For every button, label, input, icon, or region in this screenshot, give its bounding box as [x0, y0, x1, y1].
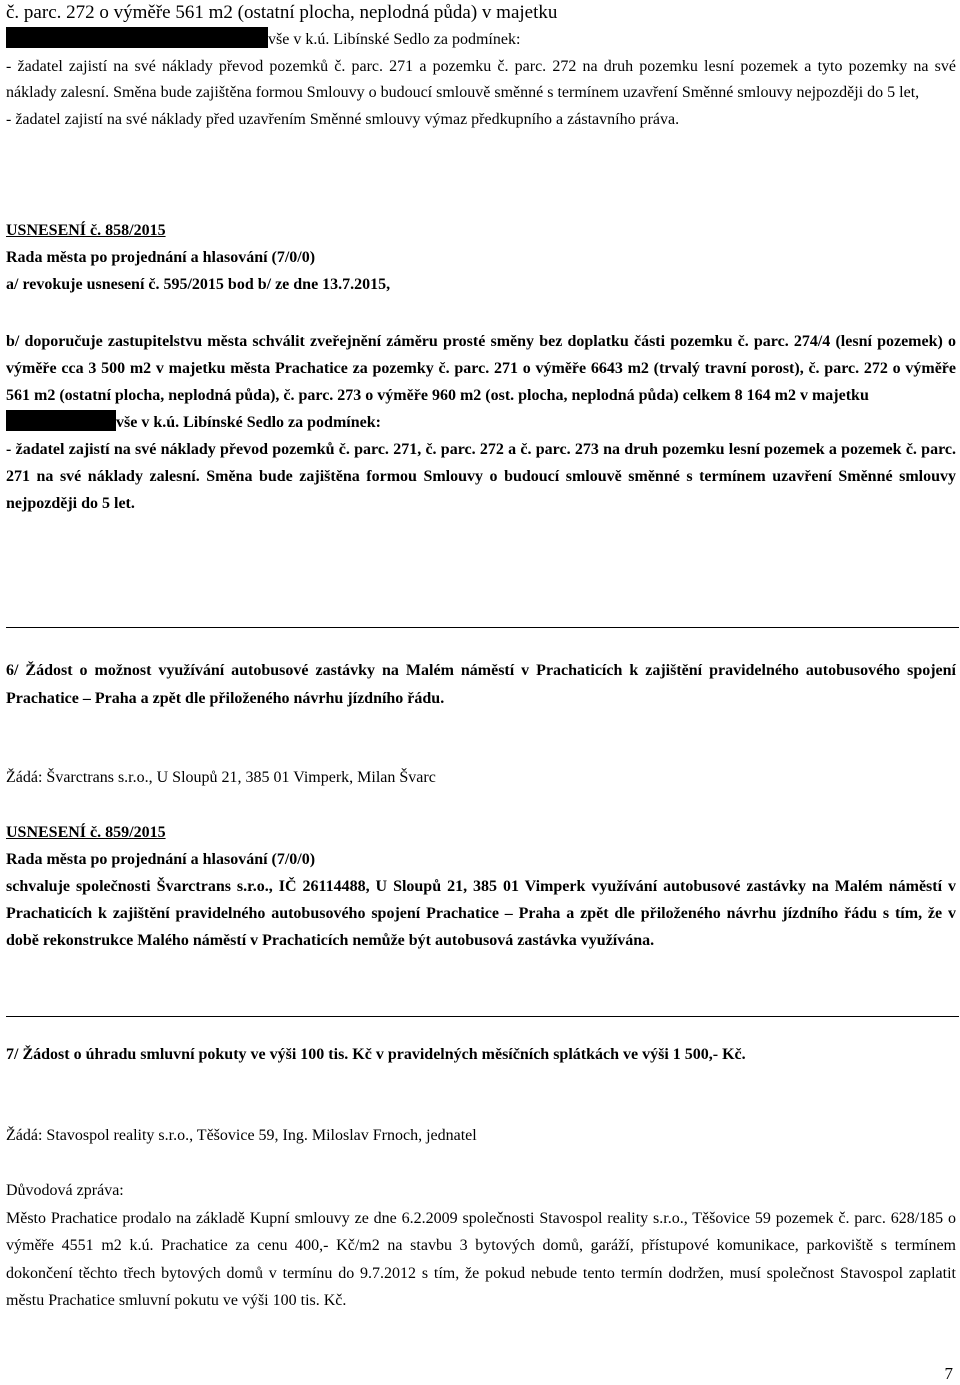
- item-7-title: 7/ Žádost o úhradu smluvní pokuty ve výši 100 tis. Kč v pravidelných měsíčních splátkách ve výši 1 500,- Kč.: [6, 1046, 746, 1063]
- resolution-859: [6, 819, 956, 954]
- resolution-858-b-line: [6, 409, 956, 436]
- resolution-858: [6, 217, 956, 298]
- resolution-858-point-a: a/ revokuje usnesení č. 595/2015 bod b/ ze dne 13.7.2015,: [6, 276, 391, 293]
- item-6-applicant: Žádá: Švarctrans s.r.o., U Sloupů 21, 385 01 Vimperk, Milan Švarc: [6, 769, 436, 786]
- resolution-858-point-b: [6, 328, 956, 517]
- item-6-applicant-block: [6, 764, 956, 791]
- resolution-858-b-condition: - žadatel zajistí na své náklady převod pozemků č. parc. 271, č. parc. 272 a č. parc. 273 na druh pozemku lesní pozemek a pozemek č. parc. 271 na své náklady zalesní. Směna bude zajištěna formou Smlouvy o budoucí smlouvě směnné s termínem uzavření Směnné smlouvy nejpozději do 5 let.: [6, 441, 956, 512]
- intro-condition-1: - žadatel zajistí na své náklady převod pozemků č. parc. 271 a pozemku č. parc. 272 na druh pozemku lesní pozemek a tyto pozemky na své náklady zalesní. Směna bude zajištěna formou Smlouvy o budoucí smlouvě směnné s termínem uzavření Směnné smlouvy nejpozději do 5 let,: [6, 57, 956, 102]
- resolution-859-title: USNESENÍ č. 859/2015: [6, 824, 166, 841]
- item-7: [6, 1041, 956, 1068]
- item-7-applicant: Žádá: Stavospol reality s.r.o., Těšovice 59, Ing. Miloslav Frnoch, jednatel: [6, 1127, 477, 1144]
- resolution-858-b-line-text: vše v k.ú. Libínské Sedlo za podmínek:: [116, 414, 381, 431]
- intro-line-2-text: vše v k.ú. Libínské Sedlo za podmínek:: [268, 30, 521, 48]
- resolution-858-vote: Rada města po projednání a hlasování (7/0/0): [6, 249, 316, 266]
- item-6: [6, 657, 956, 712]
- redaction-bar: [6, 27, 268, 48]
- divider: [6, 627, 959, 628]
- intro-block: [6, 0, 956, 134]
- reason-label: Důvodová zpráva:: [6, 1182, 124, 1199]
- item-7-reason: [6, 1177, 956, 1315]
- resolution-859-text: schvaluje společnosti Švarctrans s.r.o., IČ 26114488, U Sloupů 21, 385 01 Vimperk využívání autobusové zastávky na Malém náměstí v Prachaticích k zajištění pravidelného autobusového spojení Prachatice – Praha a zpět dle přiloženého návrhu jízdního řádu s tím, že v době rekonstrukce Malého náměstí v Prachaticích nemůže být autobusová zastávka využívána.: [6, 878, 956, 949]
- redaction-bar: [6, 410, 116, 431]
- item-7-applicant-block: [6, 1122, 956, 1149]
- intro-condition-2: - žadatel zajistí na své náklady před uzavřením Směnné smlouvy výmaz předkupního a zástavního práva.: [6, 111, 680, 129]
- resolution-859-vote: Rada města po projednání a hlasování (7/0/0): [6, 851, 316, 868]
- divider: [6, 1016, 959, 1017]
- resolution-858-b-text: b/ doporučuje zastupitelstvu města schválit zveřejnění záměru prosté směny bez doplatku části pozemku č. parc. 274/4 (lesní pozemek) o výměře cca 3 500 m2 v majetku města Prachatice za pozemky č. parc. 271 o výměře 6643 m2 (trvalý travní porost), č. parc. 272 o výměře 561 m2 (ostatní plocha, neplodná půda), č. parc. 273 o výměře 960 m2 (ost. plocha, neplodná půda) celkem 8 164 m2 v majetku: [6, 333, 956, 404]
- reason-text: Město Prachatice prodalo na základě Kupní smlouvy ze dne 6.2.2009 společnosti Stavospol reality s.r.o., Těšovice 59 pozemek č. parc. 628/185 o výměře 4551 m2 k.ú. Prachatice za cenu 400,- Kč/m2 na stavbu 3 bytových domů, garáží, přístupové komunikace, parkoviště s termínem dokončení těchto třech bytových domů v termínu do 9.7.2012 s tím, že pokud nebude tento termín dodržen, musí společnost Stavospol zaplatit městu Prachatice smluvní pokutu ve výši 100 tis. Kč.: [6, 1209, 956, 1309]
- intro-line-2: [6, 27, 956, 54]
- item-6-title: 6/ Žádost o možnost využívání autobusové zastávky na Malém náměstí v Prachaticích k zajištění pravidelného autobusového spojení Prachatice – Praha a zpět dle přiloženého návrhu jízdního řádu.: [6, 662, 956, 707]
- resolution-858-title: USNESENÍ č. 858/2015: [6, 222, 166, 239]
- intro-line-1: č. parc. 272 o výměře 561 m2 (ostatní plocha, neplodná půda) v majetku: [6, 2, 558, 23]
- page-number: 7: [944, 1364, 953, 1383]
